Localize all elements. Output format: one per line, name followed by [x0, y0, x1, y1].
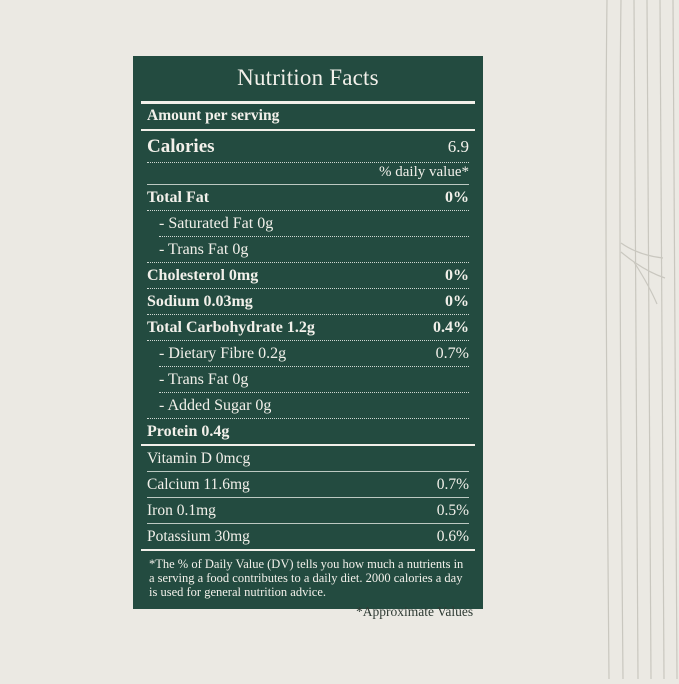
nutrient-value: 0% [445, 293, 469, 310]
vitamin-value: 0.5% [436, 502, 469, 519]
calories-value: 6.9 [447, 137, 469, 156]
nutrient-value: 0% [445, 267, 469, 284]
nutrient-name: - Saturated Fat 0g [159, 215, 274, 232]
amount-per-serving-heading: Amount per serving [147, 107, 280, 124]
nutrient-value: 0% [445, 189, 469, 206]
nutrient-name: Total Carbohydrate 1.2g [147, 319, 315, 336]
nutrient-rows [133, 185, 483, 444]
daily-value-footnote: *The % of Daily Value (DV) tells you how much a nutrients in a serving a food contributes to a daily diet. 2000 calories a day is used for general nutrition advice. [149, 557, 464, 599]
vitamin-name: Iron 0.1mg [147, 502, 216, 519]
table-row [133, 419, 483, 444]
table-row [133, 315, 483, 340]
nutrient-name: - Trans Fat 0g [159, 371, 249, 388]
table-row [133, 263, 483, 288]
table-row [133, 498, 483, 523]
nutrient-name: Cholesterol 0mg [147, 267, 259, 284]
nutrient-name: - Trans Fat 0g [159, 241, 249, 258]
page-title: Nutrition Facts [237, 65, 379, 90]
background-plant-art [559, 0, 679, 679]
vitamin-name: Vitamin D 0mcg [147, 450, 251, 467]
calories-label: Calories [147, 136, 215, 157]
nutrient-name: Total Fat [147, 189, 210, 206]
nutrient-value: 0.7% [435, 345, 469, 362]
nutrient-name: Sodium 0.03mg [147, 293, 253, 310]
table-row [133, 341, 483, 366]
vitamin-name: Calcium 11.6mg [147, 476, 250, 493]
table-row [133, 446, 483, 471]
table-row [133, 185, 483, 210]
daily-value-header: % daily value* [379, 164, 469, 180]
table-row [133, 524, 483, 549]
table-row [133, 393, 483, 418]
approximate-values-note: *Approximate Values [356, 604, 474, 619]
table-row [133, 211, 483, 236]
table-row [133, 472, 483, 497]
table-row [133, 367, 483, 392]
vitamin-value: 0.7% [436, 476, 469, 493]
vitamin-value: 0.6% [436, 528, 469, 545]
table-row [133, 289, 483, 314]
calories-row [133, 131, 483, 162]
nutrient-name: - Dietary Fibre 0.2g [159, 345, 287, 362]
table-row [133, 237, 483, 262]
vitamin-rows [133, 446, 483, 549]
nutrient-name: Protein 0.4g [147, 423, 230, 440]
nutrient-name: - Added Sugar 0g [159, 397, 272, 414]
vitamin-name: Potassium 30mg [147, 528, 250, 545]
nutrient-value: 0.4% [433, 319, 469, 336]
nutrition-facts-label [133, 56, 483, 609]
